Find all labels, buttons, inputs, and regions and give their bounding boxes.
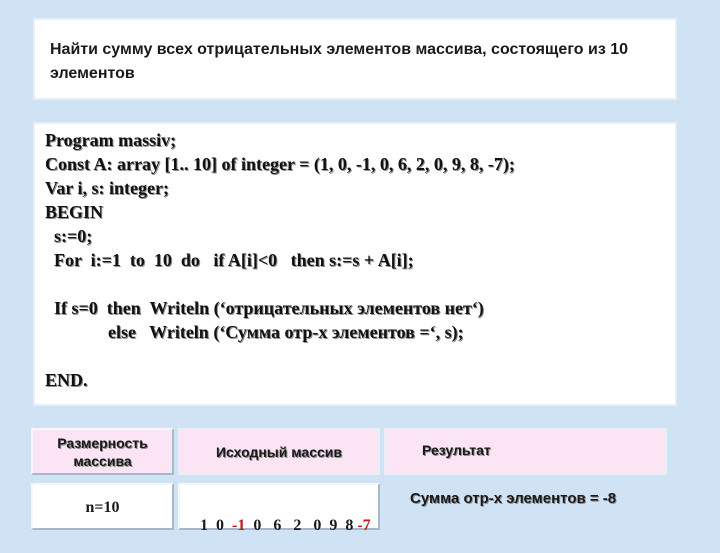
size-header-label: Размерность массива bbox=[57, 435, 148, 469]
array-item: 0 bbox=[313, 517, 322, 534]
code-line: Const A: array [1.. 10] of integer = (1, 0, -1, 0, 6, 2, 0, 9, 8, -7); bbox=[45, 154, 515, 174]
array-item: 6 bbox=[273, 517, 282, 534]
task-panel bbox=[33, 18, 677, 100]
result-header-label: Результат bbox=[422, 442, 491, 458]
code-line: If s=0 then Writeln (‘отрицательных элементов нет‘) bbox=[45, 298, 484, 318]
array-item: 1 bbox=[200, 517, 208, 534]
array-item: 2 bbox=[293, 517, 302, 534]
code-line: END. bbox=[45, 370, 88, 390]
code-line: Var i, s: integer; bbox=[45, 178, 169, 198]
code-line: BEGIN bbox=[45, 202, 104, 222]
array-item: 8 bbox=[345, 517, 354, 534]
array-value-cell bbox=[178, 483, 380, 534]
array-item-negative: -1 bbox=[232, 517, 246, 534]
code-panel bbox=[33, 122, 677, 406]
array-item: 0 bbox=[216, 517, 224, 534]
code-line: s:=0; bbox=[45, 226, 93, 246]
code-line: Program massiv; bbox=[45, 130, 177, 150]
array-values bbox=[184, 499, 371, 553]
task-title: Найти сумму всех отрицательных элементов массива, состоящего из 10 элементов bbox=[50, 41, 629, 82]
array-header-label: Исходный массив bbox=[215, 444, 342, 460]
size-header-cell bbox=[31, 428, 174, 475]
result-header-cell bbox=[384, 428, 667, 475]
result-value: Сумма отр-х элементов = -8 bbox=[410, 490, 617, 507]
array-item: 0 bbox=[253, 517, 262, 534]
array-header-cell bbox=[178, 428, 380, 475]
size-value: n=10 bbox=[85, 499, 120, 516]
size-value-cell bbox=[31, 483, 174, 530]
array-item: 9 bbox=[329, 517, 338, 534]
code-line: For i:=1 to 10 do if A[i]<0 then s:=s + A[i]; bbox=[45, 250, 414, 270]
array-item-negative: -7 bbox=[357, 517, 371, 534]
code-line: else Writeln (‘Сумма отр-х элементов =‘, s); bbox=[45, 322, 464, 342]
